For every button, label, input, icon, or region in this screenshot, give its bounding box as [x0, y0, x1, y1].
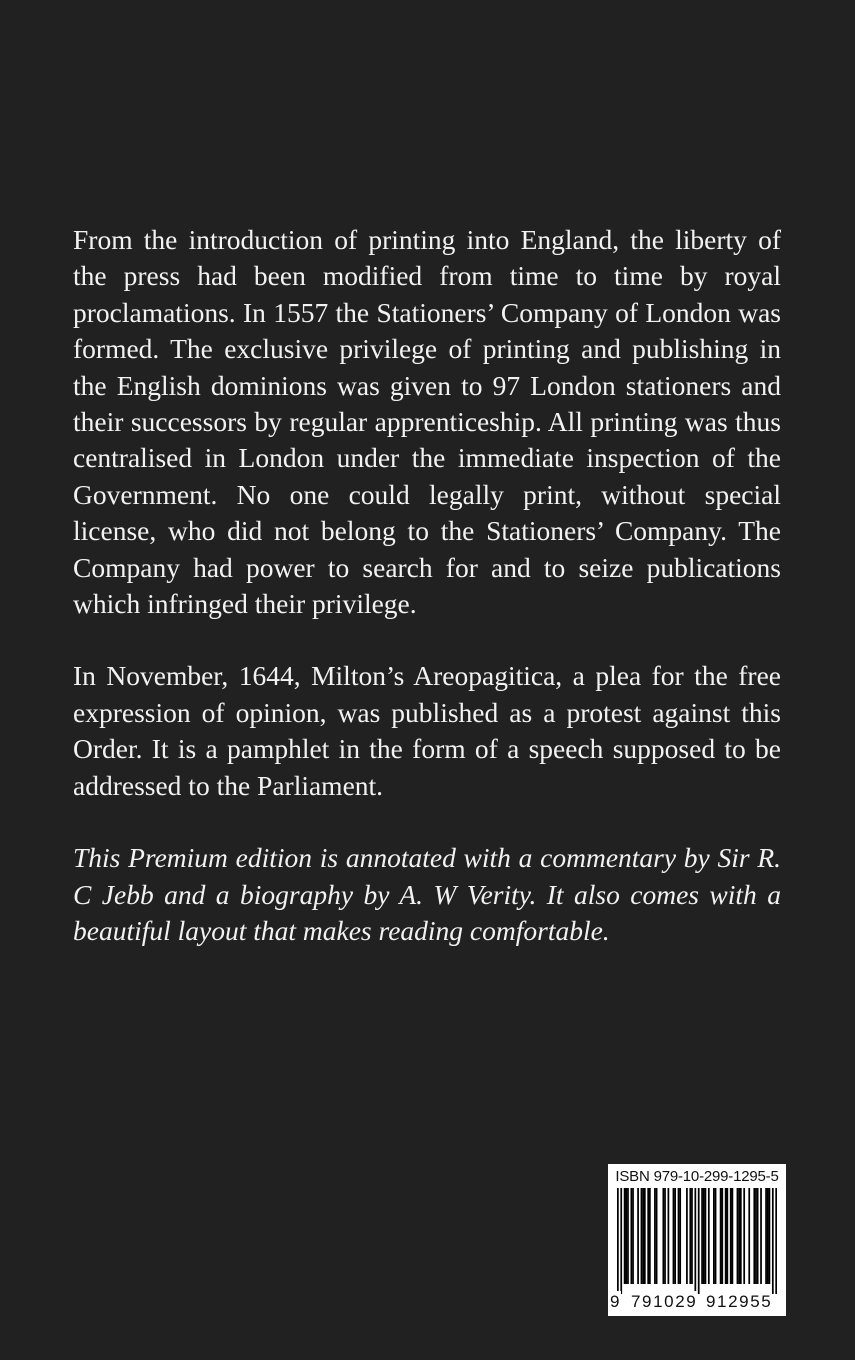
barcode-bar [632, 1188, 634, 1284]
barcode-bar [738, 1188, 740, 1284]
barcode-bar [703, 1188, 705, 1284]
barcode-bar [662, 1188, 664, 1284]
barcode-bar [772, 1188, 774, 1294]
isbn-barcode [608, 1164, 786, 1316]
barcode-bar [694, 1188, 696, 1294]
ean-right-group: 912955 [706, 1292, 773, 1311]
barcode-bar [737, 1188, 739, 1284]
barcode-bar [679, 1188, 681, 1284]
barcode-bar [656, 1188, 658, 1284]
barcode-bar [755, 1188, 757, 1284]
isbn-label: ISBN 979-10-299-1295-5 [615, 1168, 779, 1185]
barcode-bar [689, 1188, 691, 1284]
barcode-bar [654, 1188, 656, 1284]
barcode-bar [732, 1188, 734, 1284]
barcode-bar [625, 1188, 627, 1284]
barcode-bar [705, 1188, 707, 1284]
ean-first-digit: 9 [610, 1292, 622, 1311]
barcode-bar [637, 1188, 639, 1284]
barcode-bar [674, 1188, 676, 1284]
barcode-bar [630, 1188, 632, 1284]
barcode-bar [708, 1188, 710, 1284]
barcode-bar [730, 1188, 732, 1284]
blurb-text [73, 222, 781, 949]
barcode-bar [698, 1188, 700, 1294]
barcode-bar [760, 1188, 762, 1284]
blurb-paragraph-1: From the introduction of printing into England, the liberty of the press had been modified from time to time by royal proclamations. In 1557 the Stationers’ Company of London was formed. The exclusive privilege of printing and publishing in the English dominions was given to 97 London stationers and their successors by regular apprenticeship. All printing was thus centralised in London under the immediate inspection of the Government. No one could legally print, without special license, who did not belong to the Stationers’ Company. The Company had power to search for and to seize publications which infringed their privilege. [73, 224, 781, 620]
barcode-bar [769, 1188, 771, 1284]
barcode-bar [641, 1188, 643, 1284]
barcode-bar [757, 1188, 759, 1284]
barcode-bar [647, 1188, 649, 1284]
barcode-bar [617, 1188, 619, 1294]
barcode-bars [617, 1188, 777, 1294]
barcode-bar [715, 1188, 717, 1284]
barcode-bar [644, 1188, 646, 1284]
barcode-bar [642, 1188, 644, 1284]
barcode-bar [743, 1188, 745, 1284]
barcode-bar [748, 1188, 750, 1284]
barcode-bar [726, 1188, 728, 1284]
barcode-bar [691, 1188, 693, 1284]
barcode-bar [673, 1188, 675, 1284]
barcode-bar [686, 1188, 688, 1284]
barcode-bar [720, 1188, 722, 1284]
edition-note: This Premium edition is annotated with a commentary by Sir R. C Jebb and a biography by A. W Verity. It also comes with a beautiful layout that makes reading comfortable. [73, 842, 781, 946]
barcode-bar [765, 1188, 767, 1284]
barcode-bar [620, 1188, 622, 1294]
barcode-bar [664, 1188, 666, 1284]
barcode-bar [668, 1188, 670, 1284]
barcode-bar [649, 1188, 651, 1284]
barcode-bar [767, 1188, 769, 1284]
barcode-bar [725, 1188, 727, 1284]
blurb-paragraph-2: In November, 1644, Milton’s Areopagitica, a plea for the free expression of opinion, was published as a protest against this Order. It is a pamphlet in the form of a speech supposed to be addressed to the Parliament. [73, 660, 781, 801]
barcode-bar [721, 1188, 723, 1284]
barcode-bar [753, 1188, 755, 1284]
barcode-bar [713, 1188, 715, 1284]
barcode-bar [701, 1188, 703, 1284]
barcode-bar [775, 1188, 777, 1294]
barcode-bar [678, 1188, 680, 1284]
barcode-bar [740, 1188, 742, 1284]
barcode-bar [627, 1188, 629, 1284]
ean-left-group: 791029 [631, 1292, 698, 1311]
ean-digits [608, 1291, 786, 1313]
barcode-bar [624, 1188, 626, 1284]
